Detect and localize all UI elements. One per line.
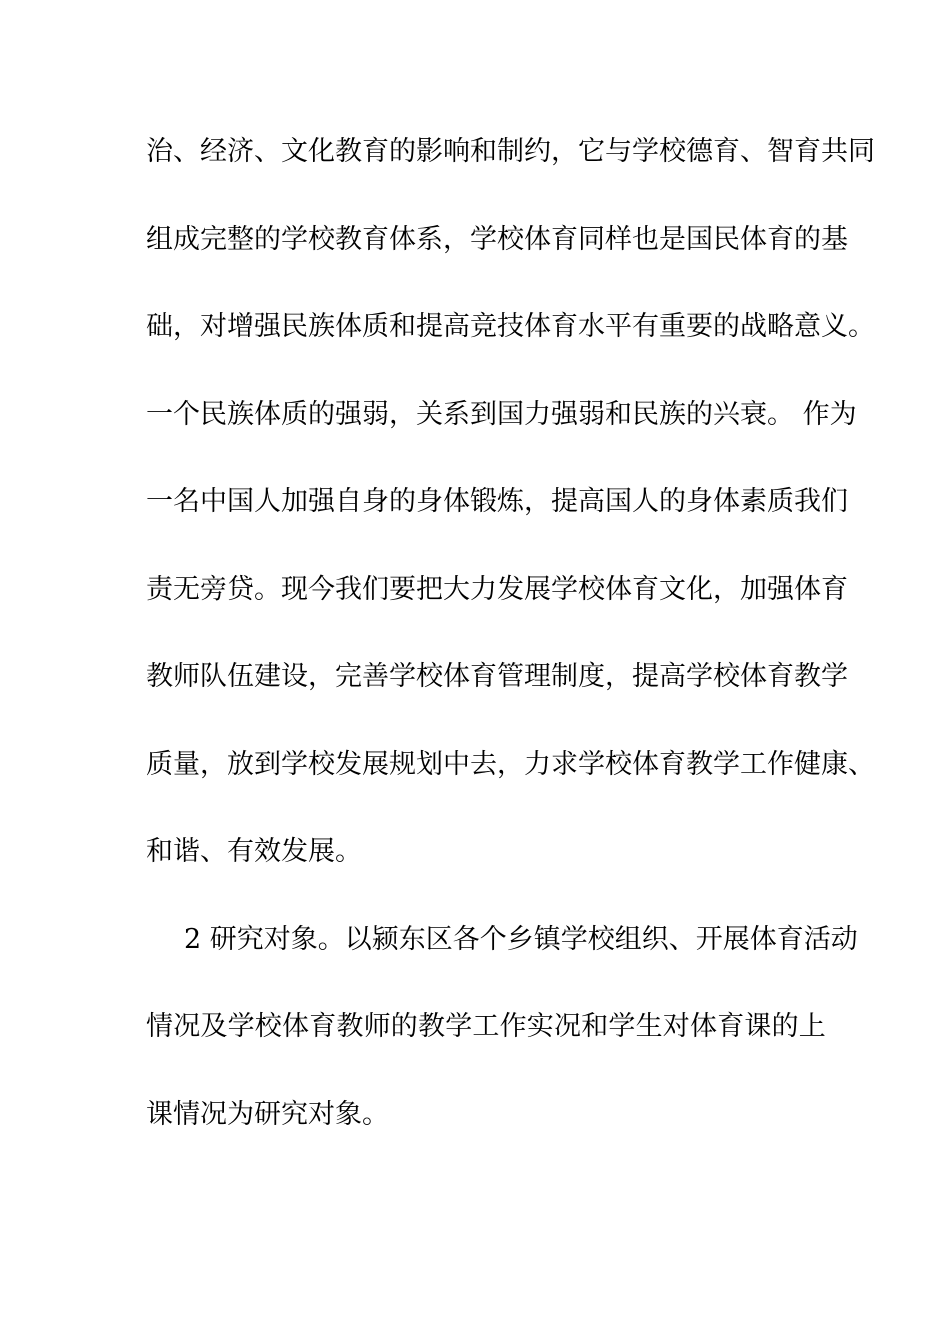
text-line: 情况及学校体育教师的教学工作实况和学生对体育课的上 — [146, 1011, 826, 1042]
text-line: 责无旁贷。现今我们要把大力发展学校体育文化，加强体育 — [146, 574, 848, 605]
text-line: 和谐、有效发展。 — [146, 836, 362, 867]
text-line: 教师队伍建设，完善学校体育管理制度，提高学校体育教学 — [146, 661, 848, 692]
text-line: 2 研究对象。以颍东区各个乡镇学校组织、开展体育活动 — [184, 924, 858, 955]
text-line: 组成完整的学校教育体系，学校体育同样也是国民体育的基 — [146, 224, 848, 255]
text-line: 一个民族体质的强弱，关系到国力强弱和民族的兴衰。 作为 — [146, 399, 857, 430]
text-line: 础，对增强民族体质和提高竞技体育水平有重要的战略意义。 — [146, 311, 875, 342]
text-line: 质量，放到学校发展规划中去，力求学校体育教学工作健康、 — [146, 749, 875, 780]
text-line: 课情况为研究对象。 — [146, 1099, 389, 1130]
text-line: 一名中国人加强自身的身体锻炼，提高国人的身体素质我们 — [146, 486, 848, 517]
text-line: 治、经济、文化教育的影响和制约，它与学校德育、智育共同 — [146, 136, 875, 167]
